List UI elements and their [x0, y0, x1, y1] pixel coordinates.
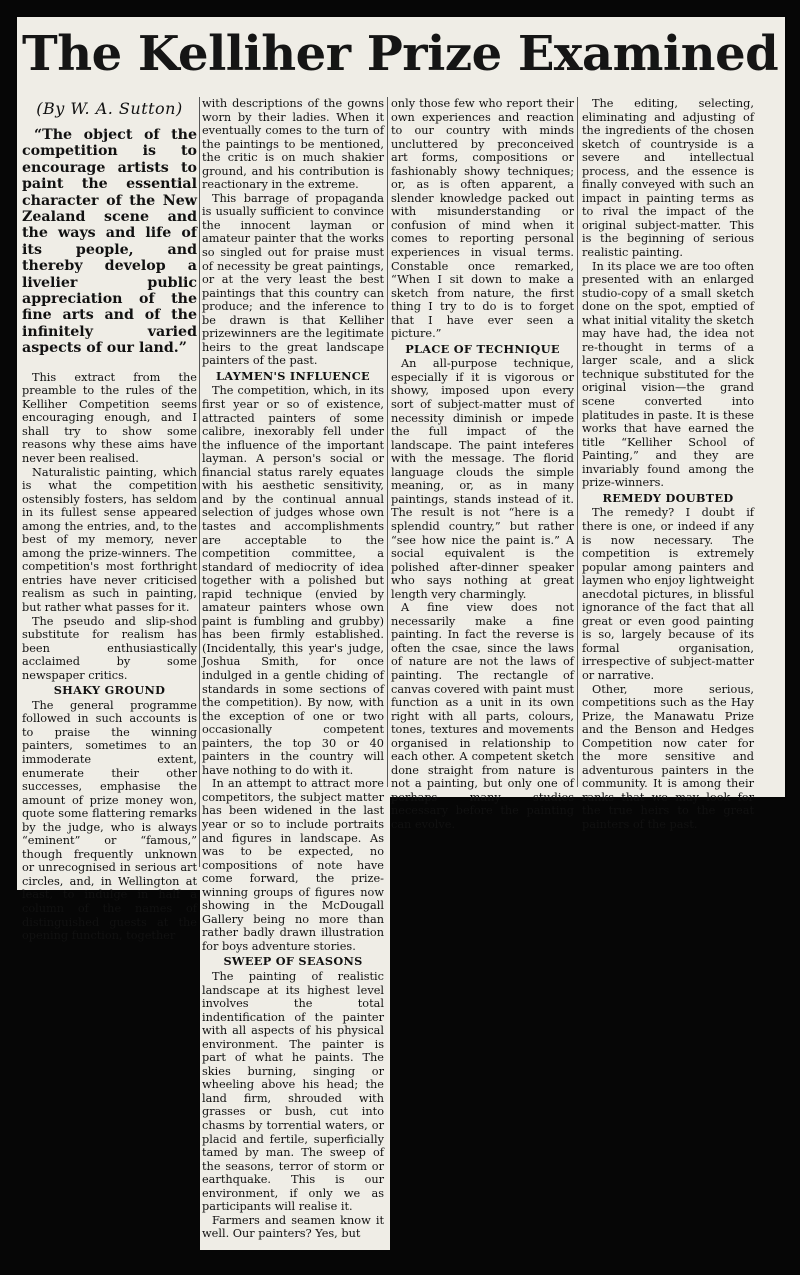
paragraph: The pseudo and slip-shod substitute for realism has been enthusiastically acclaimed by some newspaper critics.	[22, 614, 197, 682]
paragraph: This extract from the preamble to the rules of the Kelliher Competition seems encouraging enough, and I shall try to show some reasons why these aims have never been realised.	[22, 370, 197, 465]
paragraph: The remedy? I doubt if there is one, or indeed if any is now necessary. The competition is extremely popular among painters and laymen who enjoy lightweight anecdotal pictures, in blissful ignorance of the fact that all great or even good painting is so, largely because of its formal organisation, irrespective of subject-matter or narrative.	[582, 506, 754, 682]
paragraph: A fine view does not necessarily make a fine painting. In fact the reverse is often the csae, since the laws of nature are not the laws of painting. The rectangle of canvas covered with paint must function as a unit in its own right with all parts, colours, tones, textures and movements organised in relationship to each other. A competent sketch done straight from nature is not a painting, but only one of perhaps many studies necessary before the painting can evolve.	[391, 601, 574, 831]
paragraph: The general programme followed in such accounts is to praise the winning painters, sometimes to an immoderate extent, enumerate their other successes, emphasise the amount of prize money won, quote some flattering remarks by the judge, who is always “eminent” or “famous,” though frequently unknown or unrecognised in serious art circles, and, in Wellington at least, to indulge in half a column of the names of distinguished guests at the opening function, together	[22, 698, 197, 943]
column-rule	[387, 97, 388, 787]
headline: The Kelliher Prize Examined	[22, 26, 779, 82]
section-heading: PLACE OF TECHNIQUE	[405, 341, 560, 356]
column-rule	[199, 97, 200, 867]
article-column-3	[391, 97, 574, 831]
paragraph: This barrage of propaganda is usually sufficient to convince the innocent layman or amateur painter that the works so singled out for praise must of necessity be great paintings, or at the very least the best paintings that this country can produce; and the inference to be drawn is that Kelliher prizewinners are the legitimate heirs to the great landscape painters of the past.	[202, 191, 384, 368]
paragraph: The competition, which, in its first year or so of existence, attracted painters of some calibre, inexorably fell under the influence of the important layman. A person's social or financial status rarely equates with his aesthetic sensitivity, and by the continual annual selection of judges whose own tastes and accomplishments are acceptable to the competition committee, a standard of mediocrity of idea together with a polished but rapid technique (envied by amateur painters whose own paint is fumbling and grubby) has been firmly established. (Incidentally, this year's judge, Joshua Smith, for once indulged in a gentle chiding of standards in some sections of the competition). By now, with the exception of one or two occasionally competent painters, the top 30 or 40 painters in the country will have nothing to do with it.	[202, 384, 384, 777]
paragraph: with descriptions of the gowns worn by their ladies. When it eventually comes to the turn of the paintings to be mentioned, the critic is on much shakier ground, and his contribution is reactionary in the extreme.	[202, 97, 384, 192]
paragraph: Other, more serious, competitions such as the Hay Prize, the Manawatu Prize and the Benson and Hedges Competition now cater for the more sensitive and adventurous painters in the community. It is among their ranks that we may look for the true heirs to the great painters of the past.	[582, 682, 754, 831]
paragraph: The editing, selecting, eliminating and adjusting of the ingredients of the chosen sketch of countryside is a severe and intellectual process, and the essence is finally conveyed with such an impact in painting terms as to rival the impact of the original subject-matter. This is the beginning of serious realistic painting.	[582, 97, 754, 260]
paragraph: The painting of realistic landscape at its highest level involves the total indentification of the painter with all aspects of his physical environment. The painter is part of what he paints. The skies burning, singing or wheeling above his head; the land firm, shrouded with grasses or bush, cut into chasms by torrential waters, or placid and fertile, superficially tamed by man. The sweep of the seasons, terror of storm or earthquake. This is our environment, if only we as participants will realise it.	[202, 970, 384, 1214]
article-column-4	[582, 97, 754, 831]
article-column-2	[202, 97, 384, 1245]
article-column-1	[22, 97, 197, 943]
paragraph: Naturalistic painting, which is what the competition ostensibly fosters, has seldom in its fullest sense appeared among the entries, and, to the best of my memory, never among the prize-winners. The competition's most forthright entries have never criticised realism as such in painting, but rather what passes for it.	[22, 465, 197, 614]
paragraph: In an attempt to attract more competitors, the subject matter has been widened in the last year or so to include portraits and figures in landscape. As was to be expected, no compositions of note have come forward, the prize-winning groups of figures now showing in the McDougall Gallery being no more than rather badly drawn illustration for boys adventure stories.	[202, 777, 384, 953]
byline: (By W. A. Sutton)	[36, 99, 183, 118]
paragraph: In its place we are too often presented with an enlarged studio-copy of a small sketch done on the spot, emptied of what initial vitality the sketch may have had, the idea not re-thought in terms of a larger scale, and a slick technique substituted for the original vision—the grand scene converted into platitudes in paste. It is these works that have earned the title “Kelliher School of Painting,” and they are invariably found among the prize-winners.	[582, 259, 754, 490]
paragraph: Farmers and seamen know it well. Our painters? Yes, but	[202, 1213, 384, 1241]
section-heading: LAYMEN'S INFLUENCE	[216, 368, 370, 383]
section-heading: SHAKY GROUND	[53, 683, 166, 698]
section-heading: REMEDY DOUBTED	[602, 490, 734, 505]
pull-quote: “The object of the competition is to encourage artists to paint the essential character of the New Zealand scene and the ways and life of its people, and thereby develop a livelier public appreciation of the fine arts and of the infinitely varied aspects of our land.”	[22, 127, 197, 357]
column-rule	[577, 97, 578, 787]
paragraph: only those few who report their own experiences and reaction to our country with minds uncluttered by preconceived art forms, compositions or fashionably showy techniques; or, as is often apparent, a slender knowledge packed out with misunderstanding or confusion of mind when it comes to reporting personal experiences in visual terms. Constable once remarked, “When I sit down to make a sketch from nature, the first thing I try to do is to forget that I have ever seen a picture.”	[391, 97, 574, 341]
section-heading: SWEEP OF SEASONS	[223, 954, 363, 969]
paragraph: An all-purpose technique, especially if it is vigorous or showy, imposed upon every sort of subject-matter must of necessity diminish or impede the full impact of the landscape. The paint inteferes with the message. The florid language clouds the simple meaning, or, as in many paintings, stands instead of it. The result is not “here is a splendid country,” but rather “see how nice the paint is.” A social equivalent is the polished after-dinner speaker who says nothing at great length very charmingly.	[391, 357, 574, 601]
